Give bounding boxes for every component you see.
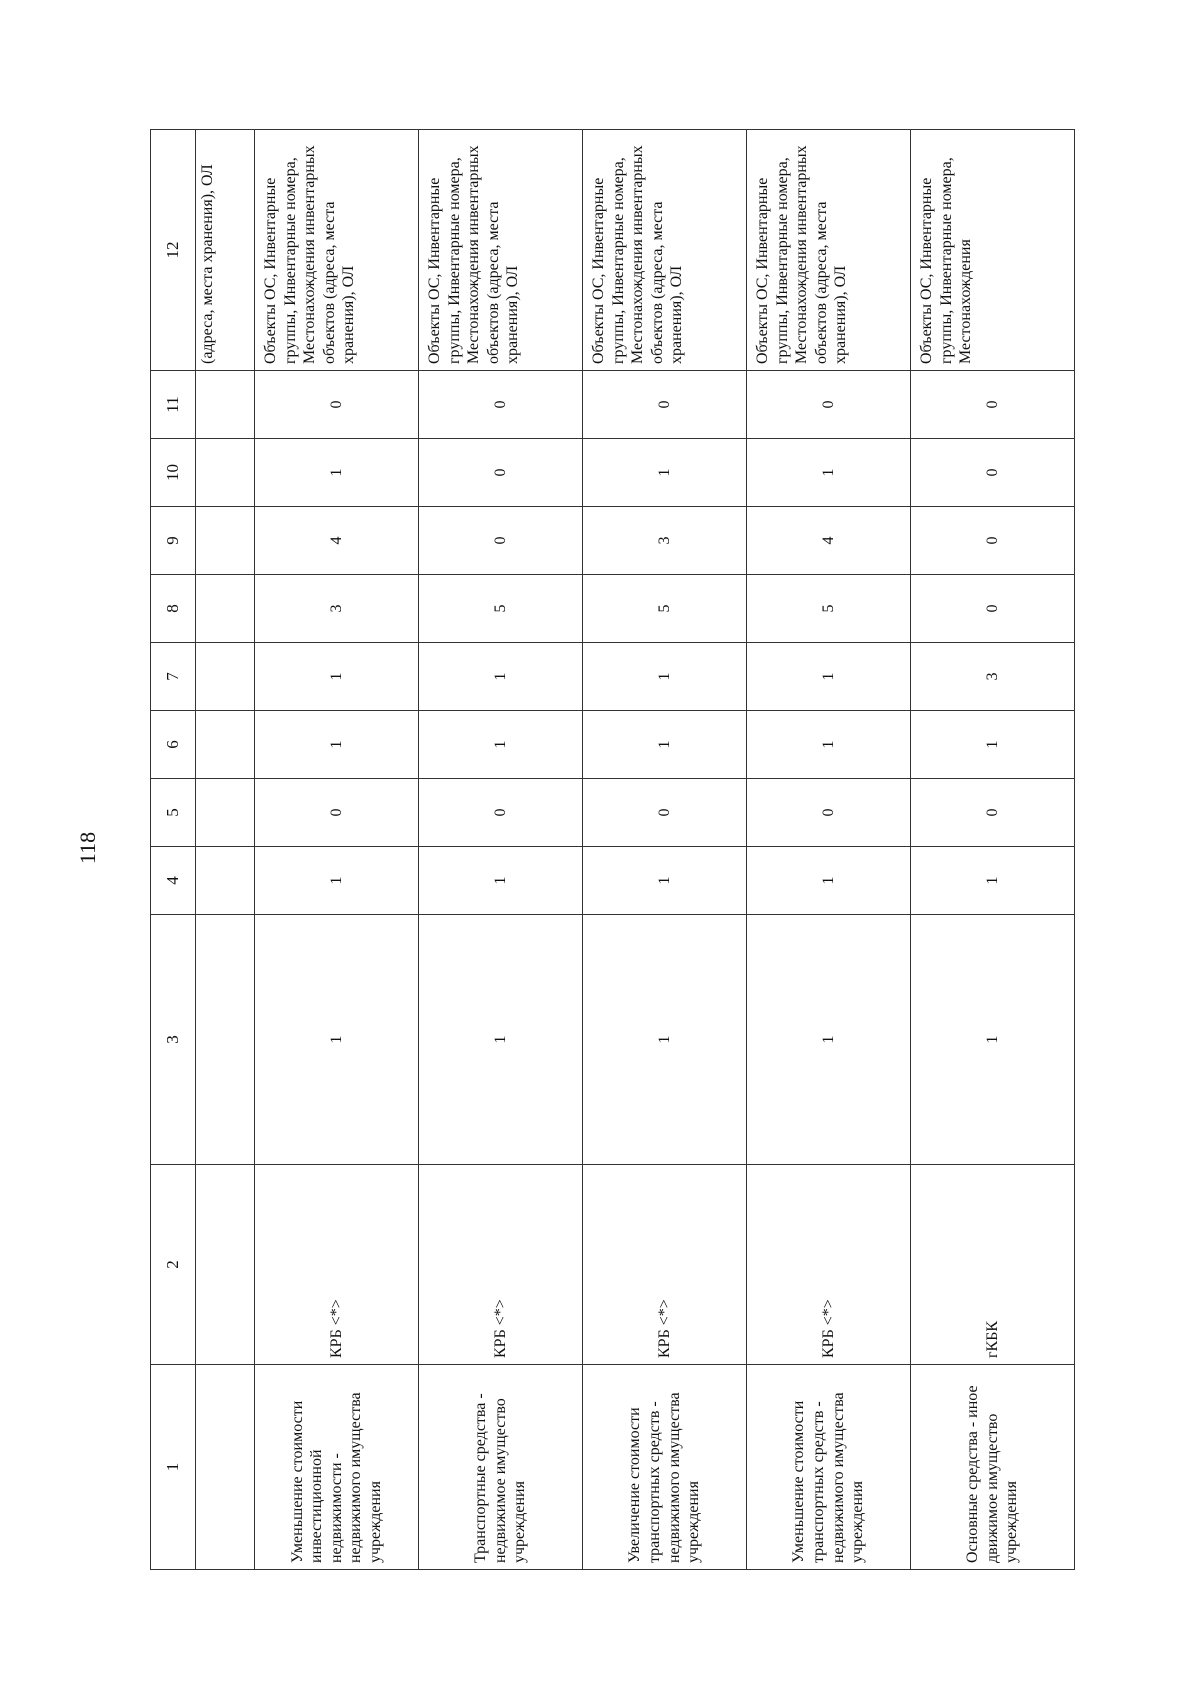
cell: 3 xyxy=(911,643,1075,711)
cell: 1 xyxy=(911,915,1075,1165)
cell: 1 xyxy=(255,847,419,915)
cell: 1 xyxy=(419,915,583,1165)
cell: 0 xyxy=(419,507,583,575)
row-name: Уменьшение стоимости инвестиционной недвижимости - недвижимого имущества учреждения xyxy=(255,1365,419,1570)
row-analytics: Объекты ОС, Инвентарные группы, Инвентарные номера, Местонахождения инвентарных объектов (адреса, места хранения), ОЛ xyxy=(419,130,583,371)
cell: 1 xyxy=(255,915,419,1165)
cell: 1 xyxy=(583,439,747,507)
cell: 1 xyxy=(255,711,419,779)
header-row xyxy=(151,130,196,1570)
cell: 1 xyxy=(747,643,911,711)
row-code: гКБК xyxy=(911,1165,1075,1365)
row-name: Увеличение стоимости транспортных средств - недвижимого имущества учреждения xyxy=(583,1365,747,1570)
cell: 1 xyxy=(419,643,583,711)
cell: 1 xyxy=(747,915,911,1165)
cell: 1 xyxy=(583,915,747,1165)
header-cell: 3 xyxy=(151,915,196,1165)
cell: 1 xyxy=(255,643,419,711)
continuation-cell: (адреса, места хранения), ОЛ xyxy=(196,130,255,371)
header-cell: 2 xyxy=(151,1165,196,1365)
row-analytics: Объекты ОС, Инвентарные группы, Инвентарные номера, Местонахождения инвентарных объектов (адреса, места хранения), ОЛ xyxy=(747,130,911,371)
table-row xyxy=(419,130,583,1570)
cell: 1 xyxy=(255,439,419,507)
table-row xyxy=(583,130,747,1570)
cell: 0 xyxy=(747,371,911,439)
cell: 1 xyxy=(583,711,747,779)
row-analytics: Объекты ОС, Инвентарные группы, Инвентарные номера, Местонахождения инвентарных объектов (адреса, места хранения), ОЛ xyxy=(583,130,747,371)
cell: 0 xyxy=(911,439,1075,507)
table-row xyxy=(255,130,419,1570)
header-cell: 1 xyxy=(151,1365,196,1570)
cell: 1 xyxy=(911,711,1075,779)
cell: 5 xyxy=(419,575,583,643)
cell: 0 xyxy=(255,779,419,847)
cell: 1 xyxy=(747,847,911,915)
row-code: КРБ <*> xyxy=(255,1165,419,1365)
rotated-table-container xyxy=(150,130,1050,1570)
cell: 1 xyxy=(583,643,747,711)
accounts-table xyxy=(150,129,1075,1570)
cell: 3 xyxy=(583,507,747,575)
cell: 0 xyxy=(583,371,747,439)
header-cell: 11 xyxy=(151,371,196,439)
cell: 0 xyxy=(911,779,1075,847)
row-name: Транспортные средства - недвижимое имущество учреждения xyxy=(419,1365,583,1570)
table-row xyxy=(911,130,1075,1570)
header-cell: 7 xyxy=(151,643,196,711)
cell: 1 xyxy=(419,847,583,915)
header-cell: 9 xyxy=(151,507,196,575)
cell: 5 xyxy=(583,575,747,643)
cell: 0 xyxy=(911,507,1075,575)
cell: 1 xyxy=(747,439,911,507)
header-cell: 4 xyxy=(151,847,196,915)
row-code: КРБ <*> xyxy=(583,1165,747,1365)
cell: 3 xyxy=(255,575,419,643)
cell: 0 xyxy=(419,779,583,847)
cell: 0 xyxy=(419,371,583,439)
cell: 0 xyxy=(911,371,1075,439)
cell: 1 xyxy=(419,711,583,779)
header-cell: 6 xyxy=(151,711,196,779)
row-analytics: Объекты ОС, Инвентарные группы, Инвентарные номера, Местонахождения xyxy=(911,130,1075,371)
cell: 0 xyxy=(419,439,583,507)
row-analytics: Объекты ОС, Инвентарные группы, Инвентарные номера, Местонахождения инвентарных объектов (адреса, места хранения), ОЛ xyxy=(255,130,419,371)
page-number: 118 xyxy=(75,831,100,865)
cell: 4 xyxy=(747,507,911,575)
cell: 5 xyxy=(747,575,911,643)
table-row xyxy=(747,130,911,1570)
cell: 0 xyxy=(911,575,1075,643)
header-cell: 8 xyxy=(151,575,196,643)
row-name: Уменьшение стоимости транспортных средств - недвижимого имущества учреждения xyxy=(747,1365,911,1570)
cell: 1 xyxy=(911,847,1075,915)
header-cell: 10 xyxy=(151,439,196,507)
row-name: Основные средства - иное движимое имущество учреждения xyxy=(911,1365,1075,1570)
header-cell: 12 xyxy=(151,130,196,371)
row-code: КРБ <*> xyxy=(419,1165,583,1365)
continuation-row xyxy=(196,130,255,1570)
cell: 4 xyxy=(255,507,419,575)
cell: 0 xyxy=(747,779,911,847)
row-code: КРБ <*> xyxy=(747,1165,911,1365)
cell: 1 xyxy=(747,711,911,779)
cell: 0 xyxy=(255,371,419,439)
cell: 1 xyxy=(583,847,747,915)
cell: 0 xyxy=(583,779,747,847)
header-cell: 5 xyxy=(151,779,196,847)
